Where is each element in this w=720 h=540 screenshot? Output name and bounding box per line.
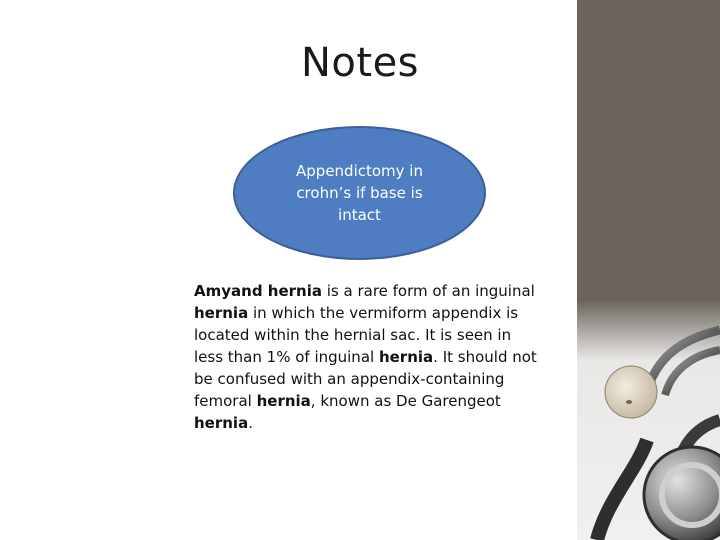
- body-paragraph: [194, 280, 539, 434]
- text-run: is a rare form of an inguinal: [321, 282, 535, 300]
- bold-run: hernia: [267, 282, 322, 300]
- callout-line-1: Appendictomy in: [296, 162, 423, 180]
- text-run: , known as De Garengeot: [310, 392, 501, 410]
- callout-ellipse: [233, 126, 486, 260]
- stethoscope-image: [577, 0, 720, 540]
- text-run: .: [248, 414, 253, 432]
- bold-run: hernia: [194, 304, 249, 322]
- stethoscope-icon: [577, 0, 720, 540]
- callout-text: [290, 160, 430, 226]
- bold-run: Amyand: [194, 282, 268, 300]
- callout-line-3: intact: [338, 206, 381, 224]
- text-run: in which the vermiform appendix is located within the hernial sac. It is seen in less than 1% of inguinal: [194, 304, 519, 366]
- callout-line-2: crohn’s if base is: [296, 184, 423, 202]
- bold-run: hernia: [256, 392, 311, 410]
- slide-title: Notes: [300, 40, 420, 86]
- text-run: . It should not be confused with an appendix-containing femoral: [194, 348, 537, 410]
- bold-run: hernia: [194, 414, 249, 432]
- bold-run: hernia: [378, 348, 434, 366]
